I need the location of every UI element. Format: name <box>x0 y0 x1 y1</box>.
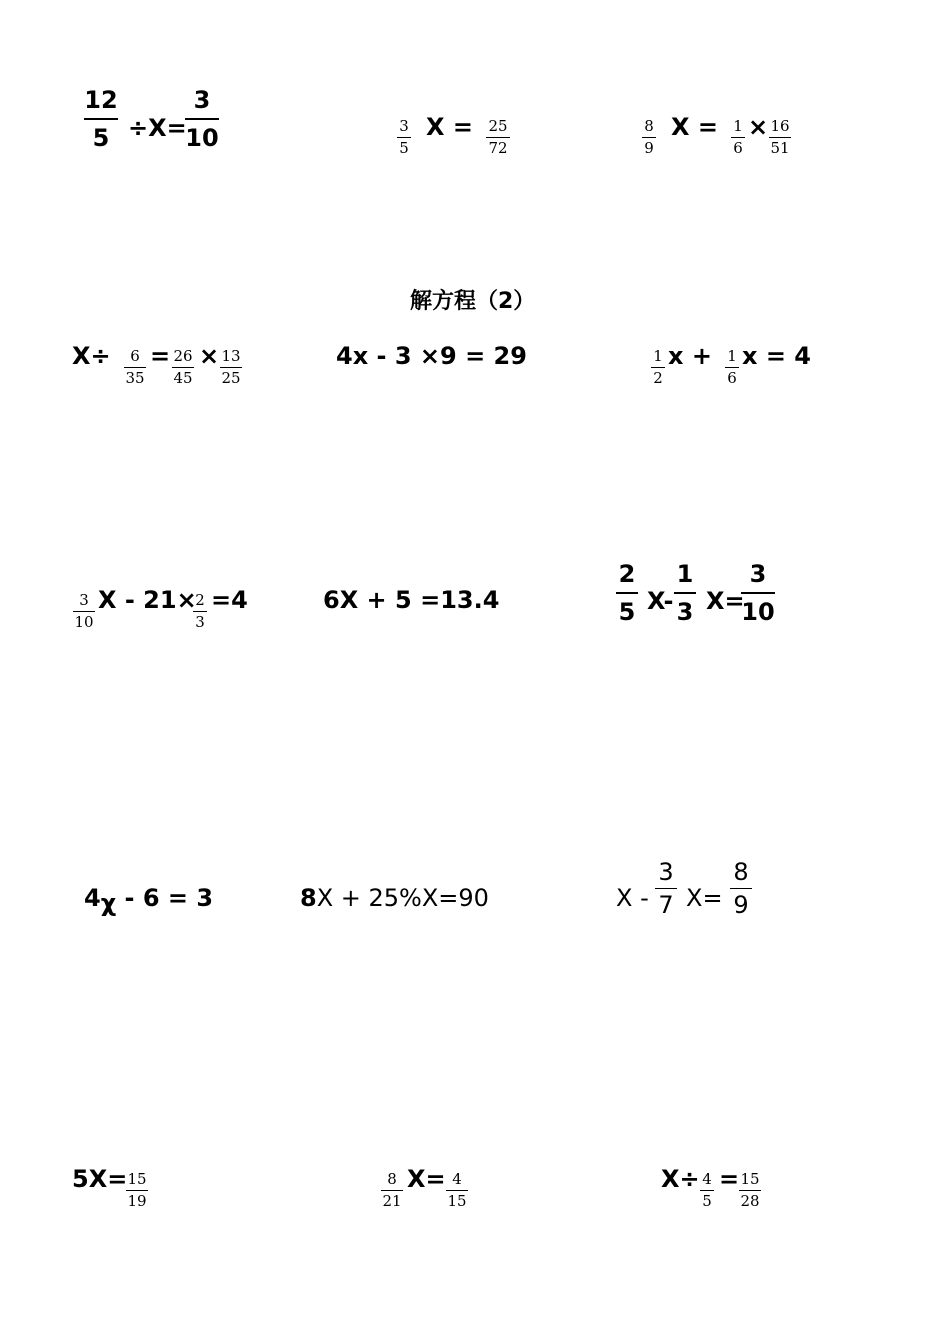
denominator: 10 <box>74 613 94 631</box>
fraction-bar <box>84 118 118 120</box>
numerator: 2 <box>618 560 636 588</box>
equation-text: X - 21× <box>98 586 197 614</box>
fraction-bar <box>193 611 207 612</box>
denominator: 19 <box>127 1192 147 1210</box>
denominator: 9 <box>733 891 749 919</box>
numerator: 1 <box>653 347 663 365</box>
denominator: 3 <box>676 598 694 626</box>
numerator: 3 <box>658 858 674 886</box>
fraction <box>651 349 665 386</box>
fraction-bar <box>172 367 194 368</box>
fraction-bar <box>741 592 775 594</box>
fraction <box>655 860 677 917</box>
denominator: 21 <box>382 1192 402 1210</box>
fraction-bar <box>655 888 677 889</box>
numerator: 16 <box>770 117 790 135</box>
fraction-bar <box>381 1190 403 1191</box>
equation-text: =4 <box>211 586 248 614</box>
fraction-bar <box>700 1190 714 1191</box>
denominator: 5 <box>92 124 110 152</box>
equation-text: X + 25%X=90 <box>316 884 489 912</box>
numerator: 15 <box>740 1170 760 1188</box>
fraction-bar <box>769 137 791 138</box>
equation-8: 6X + 5 =13.4 <box>323 586 500 614</box>
fraction <box>73 593 95 630</box>
denominator: 45 <box>173 369 193 387</box>
denominator: 2 <box>653 369 663 387</box>
variable: χ <box>100 889 117 917</box>
numerator: 3 <box>399 117 409 135</box>
equation-text: X= <box>706 587 745 615</box>
equation-operator: ÷X= <box>128 114 187 142</box>
fraction-bar <box>73 611 95 612</box>
numerator: 15 <box>127 1170 147 1188</box>
fraction <box>769 119 791 156</box>
denominator: 10 <box>741 598 775 626</box>
denominator: 28 <box>740 1192 760 1210</box>
numerator: 8 <box>733 858 749 886</box>
equation-text: x + <box>668 342 712 370</box>
numerator: 26 <box>173 347 193 365</box>
fraction <box>725 349 739 386</box>
equation-11 <box>300 884 489 912</box>
numerator: 3 <box>749 560 767 588</box>
fraction <box>126 1172 148 1209</box>
fraction <box>84 88 118 150</box>
fraction-bar <box>397 137 411 138</box>
fraction <box>446 1172 468 1209</box>
fraction <box>741 562 775 624</box>
page-title: 解方程（2） <box>410 289 536 314</box>
numerator: 4 <box>452 1170 462 1188</box>
numerator: 1 <box>727 347 737 365</box>
denominator: 15 <box>447 1192 467 1210</box>
fraction-bar <box>616 592 638 594</box>
fraction <box>739 1172 761 1209</box>
fraction <box>731 119 745 156</box>
fraction-bar <box>486 137 510 138</box>
denominator: 25 <box>221 369 241 387</box>
fraction <box>185 88 219 150</box>
fraction <box>616 562 638 624</box>
equation-text: X = <box>671 113 718 141</box>
fraction-bar <box>124 367 146 368</box>
fraction <box>486 119 510 156</box>
fraction-bar <box>220 367 242 368</box>
denominator: 5 <box>399 139 409 157</box>
fraction <box>220 349 242 386</box>
denominator: 10 <box>185 124 219 152</box>
fraction <box>700 1172 714 1209</box>
coefficient: 4 <box>84 884 101 912</box>
numerator: 13 <box>221 347 241 365</box>
fraction-bar <box>642 137 656 138</box>
denominator: 5 <box>618 598 636 626</box>
numerator: 25 <box>488 117 508 135</box>
fraction-bar <box>674 592 696 594</box>
fraction-bar <box>185 118 219 120</box>
numerator: 3 <box>79 591 89 609</box>
fraction <box>172 349 194 386</box>
equation-text: x = 4 <box>742 342 811 370</box>
fraction <box>642 119 656 156</box>
numerator: 12 <box>84 86 118 114</box>
denominator: 6 <box>733 139 743 157</box>
equation-text: - 6 = 3 <box>116 884 214 912</box>
numerator: 6 <box>130 347 140 365</box>
fraction <box>674 562 696 624</box>
numerator: 4 <box>702 1170 712 1188</box>
equation-text: 5X= <box>72 1165 128 1193</box>
denominator: 3 <box>195 613 205 631</box>
numerator: 1 <box>676 560 694 588</box>
numerator: 8 <box>644 117 654 135</box>
denominator: 9 <box>644 139 654 157</box>
fraction-bar <box>739 1190 761 1191</box>
fraction <box>730 860 752 917</box>
denominator: 7 <box>658 891 674 919</box>
fraction-bar <box>731 137 745 138</box>
equation-text: X÷ <box>661 1165 700 1193</box>
fraction <box>124 349 146 386</box>
fraction-bar <box>446 1190 468 1191</box>
denominator: 72 <box>488 139 508 157</box>
equation-text: X = <box>426 113 473 141</box>
denominator: 35 <box>125 369 145 387</box>
fraction <box>397 119 411 156</box>
equation-text: X= <box>407 1165 446 1193</box>
numerator: 3 <box>193 86 211 114</box>
fraction-bar <box>725 367 739 368</box>
equation-10 <box>84 884 214 917</box>
numerator: 1 <box>733 117 743 135</box>
equation-text: X- <box>647 587 674 615</box>
times-sign: × <box>748 113 769 141</box>
equation-text: X÷ <box>72 342 111 370</box>
equals-sign: = <box>150 342 171 370</box>
fraction <box>193 593 207 630</box>
denominator: 51 <box>770 139 790 157</box>
fraction-bar <box>730 888 752 889</box>
fraction-bar <box>126 1190 148 1191</box>
fraction-bar <box>651 367 665 368</box>
fraction <box>381 1172 403 1209</box>
times-sign: × <box>199 342 220 370</box>
numerator: 8 <box>387 1170 397 1188</box>
equation-5: 4x - 3 ×9 = 29 <box>336 342 527 370</box>
equals-sign: = <box>719 1165 740 1193</box>
equation-text: X - <box>616 884 649 912</box>
numerator: 2 <box>195 591 205 609</box>
equation-text: X= <box>686 884 723 912</box>
denominator: 6 <box>727 369 737 387</box>
coefficient: 8 <box>300 884 317 912</box>
denominator: 5 <box>702 1192 712 1210</box>
